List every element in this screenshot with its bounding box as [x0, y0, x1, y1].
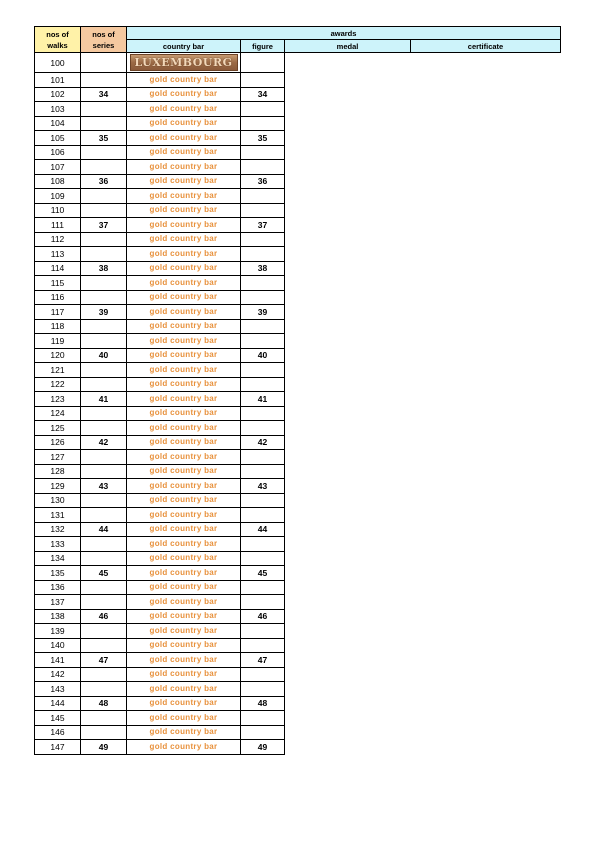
cell-figure [241, 319, 285, 334]
cell-walks: 103 [35, 102, 81, 117]
cell-figure [241, 203, 285, 218]
table-row [35, 740, 561, 755]
table-row [35, 232, 561, 247]
table-row [35, 725, 561, 740]
cell-figure [241, 595, 285, 610]
table-row [35, 667, 561, 682]
table-row [35, 348, 561, 363]
cell-walks: 138 [35, 609, 81, 624]
table-row [35, 116, 561, 131]
header-certificate: certificate [411, 40, 561, 53]
cell-country-bar: gold country bar [127, 218, 241, 233]
cell-figure: 49 [241, 740, 285, 755]
cell-series: 36 [81, 174, 127, 189]
cell-figure: 39 [241, 305, 285, 320]
cell-figure [241, 145, 285, 160]
cell-country-bar: gold country bar [127, 609, 241, 624]
cell-country-bar: gold country bar [127, 116, 241, 131]
cell-country-bar: gold country bar [127, 247, 241, 262]
cell-walks: 114 [35, 261, 81, 276]
cell-figure [241, 421, 285, 436]
cell-country-bar: gold country bar [127, 348, 241, 363]
cell-walks: 117 [35, 305, 81, 320]
table-row [35, 174, 561, 189]
table-row [35, 334, 561, 349]
cell-walks: 111 [35, 218, 81, 233]
cell-series: 38 [81, 261, 127, 276]
cell-series [81, 189, 127, 204]
cell-walks: 145 [35, 711, 81, 726]
cell-country-bar: gold country bar [127, 740, 241, 755]
cell-figure [241, 508, 285, 523]
cell-series: 42 [81, 435, 127, 450]
cell-figure [241, 247, 285, 262]
cell-series: 34 [81, 87, 127, 102]
cell-series [81, 580, 127, 595]
cell-country-bar: gold country bar [127, 450, 241, 465]
cell-country-bar: gold country bar [127, 493, 241, 508]
cell-series [81, 377, 127, 392]
table-row [35, 421, 561, 436]
table-row [35, 87, 561, 102]
cell-figure [241, 711, 285, 726]
cell-walks: 130 [35, 493, 81, 508]
cell-series [81, 624, 127, 639]
cell-series [81, 493, 127, 508]
cell-series [81, 334, 127, 349]
cell-country-bar: gold country bar [127, 276, 241, 291]
cell-walks: 136 [35, 580, 81, 595]
cell-walks: 109 [35, 189, 81, 204]
cell-country-bar: gold country bar [127, 102, 241, 117]
cell-series: 49 [81, 740, 127, 755]
table-row [35, 218, 561, 233]
cell-series: 46 [81, 609, 127, 624]
cell-series [81, 406, 127, 421]
cell-series: 47 [81, 653, 127, 668]
cell-country-bar: gold country bar [127, 638, 241, 653]
cell-series [81, 508, 127, 523]
cell-country-bar: gold country bar [127, 725, 241, 740]
cell-series [81, 667, 127, 682]
cell-country-bar: gold country bar [127, 160, 241, 175]
table-row [35, 247, 561, 262]
cell-country-bar: gold country bar [127, 624, 241, 639]
cell-series [81, 319, 127, 334]
cell-series [81, 537, 127, 552]
cell-series [81, 363, 127, 378]
table-row [35, 377, 561, 392]
cell-series [81, 421, 127, 436]
cell-walks: 125 [35, 421, 81, 436]
cell-country-bar: gold country bar [127, 189, 241, 204]
cell-country-bar: gold country bar [127, 232, 241, 247]
cell-walks: 112 [35, 232, 81, 247]
table-row [35, 450, 561, 465]
table-row [35, 522, 561, 537]
cell-figure: 43 [241, 479, 285, 494]
header-country-bar: country bar [127, 40, 241, 53]
cell-walks: 120 [35, 348, 81, 363]
cell-figure [241, 624, 285, 639]
cell-figure: 35 [241, 131, 285, 146]
cell-country-bar [127, 53, 241, 73]
cell-series [81, 102, 127, 117]
cell-series [81, 595, 127, 610]
cell-walks: 126 [35, 435, 81, 450]
cell-walks: 115 [35, 276, 81, 291]
cell-country-bar: gold country bar [127, 334, 241, 349]
table-row [35, 392, 561, 407]
table-row [35, 102, 561, 117]
cell-country-bar: gold country bar [127, 595, 241, 610]
cell-series [81, 464, 127, 479]
cell-walks: 123 [35, 392, 81, 407]
table-row [35, 131, 561, 146]
cell-country-bar: gold country bar [127, 145, 241, 160]
cell-figure [241, 363, 285, 378]
table-row [35, 319, 561, 334]
cell-country-bar: gold country bar [127, 566, 241, 581]
table-row [35, 363, 561, 378]
cell-country-bar: gold country bar [127, 174, 241, 189]
table-row [35, 479, 561, 494]
table-row [35, 566, 561, 581]
cell-country-bar: gold country bar [127, 290, 241, 305]
cell-walks: 100 [35, 53, 81, 73]
cell-series: 40 [81, 348, 127, 363]
cell-figure [241, 53, 285, 73]
cell-series [81, 711, 127, 726]
cell-country-bar: gold country bar [127, 73, 241, 88]
header-row-1 [35, 27, 561, 40]
cell-country-bar: gold country bar [127, 203, 241, 218]
cell-series [81, 53, 127, 73]
cell-country-bar: gold country bar [127, 131, 241, 146]
table-row-first [35, 53, 561, 73]
cell-series: 39 [81, 305, 127, 320]
cell-figure: 36 [241, 174, 285, 189]
cell-country-bar: gold country bar [127, 479, 241, 494]
table-row [35, 624, 561, 639]
cell-walks: 131 [35, 508, 81, 523]
cell-country-bar: gold country bar [127, 580, 241, 595]
cell-figure [241, 102, 285, 117]
luxembourg-country-bar-badge: LUXEMBOURG [130, 54, 238, 71]
cell-series: 35 [81, 131, 127, 146]
cell-figure: 42 [241, 435, 285, 450]
cell-country-bar: gold country bar [127, 363, 241, 378]
header-series-line1: nos of [92, 29, 115, 39]
cell-walks: 140 [35, 638, 81, 653]
table-row [35, 276, 561, 291]
table-row [35, 609, 561, 624]
cell-figure [241, 551, 285, 566]
cell-figure [241, 189, 285, 204]
cell-figure: 34 [241, 87, 285, 102]
cell-figure: 37 [241, 218, 285, 233]
cell-figure [241, 682, 285, 697]
table-row [35, 508, 561, 523]
cell-series [81, 725, 127, 740]
cell-walks: 139 [35, 624, 81, 639]
cell-figure [241, 580, 285, 595]
cell-walks: 137 [35, 595, 81, 610]
cell-walks: 118 [35, 319, 81, 334]
cell-walks: 133 [35, 537, 81, 552]
table-row [35, 638, 561, 653]
cell-walks: 142 [35, 667, 81, 682]
cell-figure: 41 [241, 392, 285, 407]
cell-series [81, 551, 127, 566]
cell-series [81, 450, 127, 465]
cell-series [81, 73, 127, 88]
cell-series: 44 [81, 522, 127, 537]
cell-figure [241, 537, 285, 552]
cell-figure [241, 450, 285, 465]
cell-walks: 108 [35, 174, 81, 189]
cell-walks: 113 [35, 247, 81, 262]
header-series-line2: series [92, 40, 115, 50]
cell-country-bar: gold country bar [127, 508, 241, 523]
walks-awards-table [34, 26, 561, 755]
cell-country-bar: gold country bar [127, 711, 241, 726]
table-row [35, 464, 561, 479]
cell-country-bar: gold country bar [127, 406, 241, 421]
cell-walks: 141 [35, 653, 81, 668]
cell-series [81, 203, 127, 218]
table-row [35, 537, 561, 552]
cell-country-bar: gold country bar [127, 653, 241, 668]
cell-walks: 143 [35, 682, 81, 697]
table-row [35, 595, 561, 610]
cell-series [81, 116, 127, 131]
cell-figure: 48 [241, 696, 285, 711]
cell-country-bar: gold country bar [127, 682, 241, 697]
cell-figure [241, 464, 285, 479]
cell-figure [241, 493, 285, 508]
cell-walks: 132 [35, 522, 81, 537]
cell-country-bar: gold country bar [127, 421, 241, 436]
cell-figure [241, 160, 285, 175]
cell-country-bar: gold country bar [127, 696, 241, 711]
cell-country-bar: gold country bar [127, 435, 241, 450]
header-nos-of-walks [35, 27, 81, 53]
cell-walks: 102 [35, 87, 81, 102]
table-row [35, 290, 561, 305]
cell-walks: 110 [35, 203, 81, 218]
cell-series [81, 638, 127, 653]
header-medal: medal [285, 40, 411, 53]
cell-series [81, 290, 127, 305]
cell-walks: 127 [35, 450, 81, 465]
table-row [35, 682, 561, 697]
cell-walks: 144 [35, 696, 81, 711]
cell-country-bar: gold country bar [127, 261, 241, 276]
cell-figure [241, 406, 285, 421]
cell-walks: 105 [35, 131, 81, 146]
cell-walks: 134 [35, 551, 81, 566]
cell-figure: 40 [241, 348, 285, 363]
cell-figure: 47 [241, 653, 285, 668]
table-row [35, 305, 561, 320]
cell-series: 41 [81, 392, 127, 407]
cell-series [81, 232, 127, 247]
cell-walks: 147 [35, 740, 81, 755]
cell-series: 48 [81, 696, 127, 711]
cell-series: 43 [81, 479, 127, 494]
table-row [35, 711, 561, 726]
header-awards: awards [127, 27, 561, 40]
cell-walks: 119 [35, 334, 81, 349]
cell-series: 37 [81, 218, 127, 233]
cell-country-bar: gold country bar [127, 667, 241, 682]
header-figure: figure [241, 40, 285, 53]
cell-figure [241, 667, 285, 682]
cell-figure: 45 [241, 566, 285, 581]
cell-country-bar: gold country bar [127, 377, 241, 392]
cell-walks: 128 [35, 464, 81, 479]
cell-figure [241, 334, 285, 349]
cell-series [81, 247, 127, 262]
cell-figure [241, 638, 285, 653]
table-row [35, 203, 561, 218]
table-row [35, 406, 561, 421]
cell-walks: 107 [35, 160, 81, 175]
cell-country-bar: gold country bar [127, 522, 241, 537]
cell-figure [241, 377, 285, 392]
cell-series [81, 682, 127, 697]
header-nos-of-series [81, 27, 127, 53]
cell-walks: 122 [35, 377, 81, 392]
table-row [35, 696, 561, 711]
table-row [35, 435, 561, 450]
cell-series [81, 276, 127, 291]
table-row [35, 145, 561, 160]
table-row [35, 189, 561, 204]
cell-country-bar: gold country bar [127, 305, 241, 320]
cell-figure: 38 [241, 261, 285, 276]
cell-walks: 116 [35, 290, 81, 305]
cell-walks: 146 [35, 725, 81, 740]
cell-figure [241, 232, 285, 247]
cell-figure [241, 116, 285, 131]
cell-figure: 46 [241, 609, 285, 624]
table-row [35, 551, 561, 566]
table-row [35, 160, 561, 175]
cell-country-bar: gold country bar [127, 537, 241, 552]
cell-figure: 44 [241, 522, 285, 537]
cell-walks: 124 [35, 406, 81, 421]
table-row [35, 580, 561, 595]
cell-country-bar: gold country bar [127, 319, 241, 334]
table-row [35, 653, 561, 668]
cell-series [81, 145, 127, 160]
table-row [35, 261, 561, 276]
cell-walks: 121 [35, 363, 81, 378]
cell-figure [241, 276, 285, 291]
cell-country-bar: gold country bar [127, 392, 241, 407]
header-walks-line1: nos of [46, 29, 69, 39]
header-walks-line2: walks [47, 40, 68, 50]
cell-series: 45 [81, 566, 127, 581]
cell-country-bar: gold country bar [127, 464, 241, 479]
cell-country-bar: gold country bar [127, 551, 241, 566]
cell-figure [241, 290, 285, 305]
cell-figure [241, 725, 285, 740]
table-row [35, 493, 561, 508]
cell-series [81, 160, 127, 175]
cell-walks: 101 [35, 73, 81, 88]
cell-country-bar: gold country bar [127, 87, 241, 102]
cell-walks: 135 [35, 566, 81, 581]
cell-walks: 129 [35, 479, 81, 494]
cell-figure [241, 73, 285, 88]
cell-walks: 104 [35, 116, 81, 131]
table-row [35, 73, 561, 88]
cell-walks: 106 [35, 145, 81, 160]
